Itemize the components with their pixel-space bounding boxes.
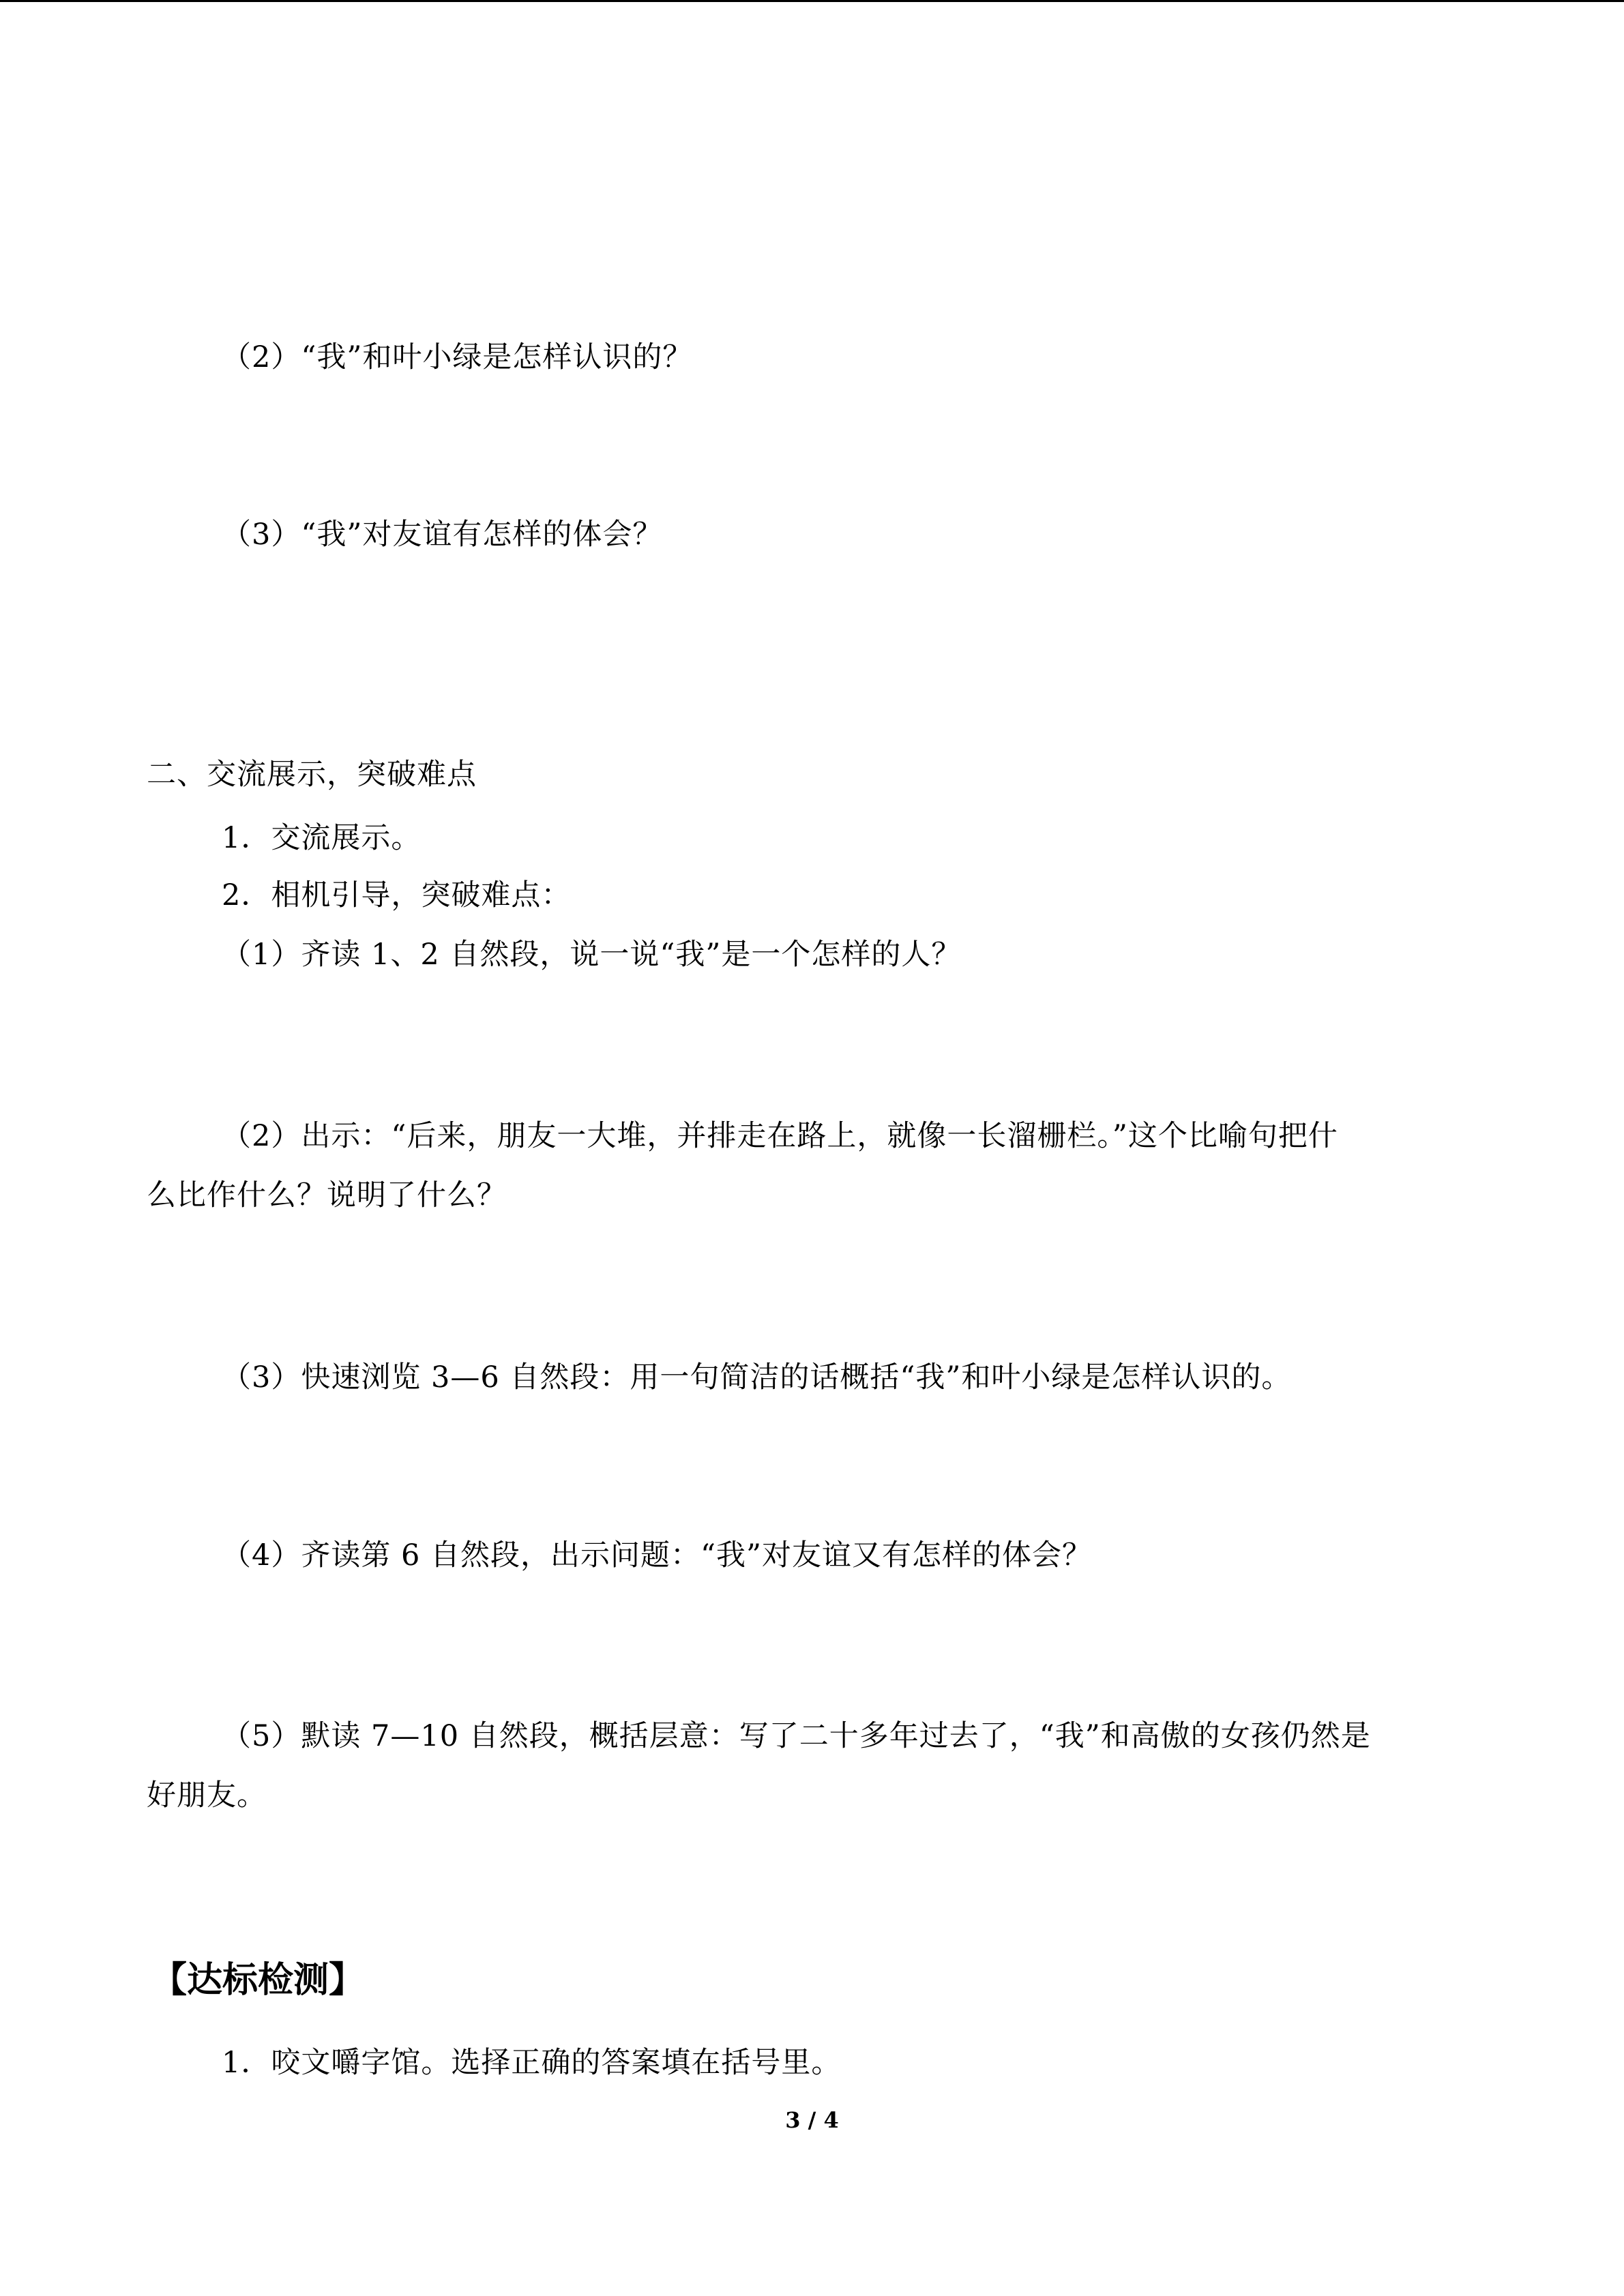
- sub-item-5-line-1: （5）默读 7—10 自然段，概括层意：写了二十多年过去了，“我”和高傲的女孩仍然是: [222, 1719, 1371, 1753]
- test-section-heading: 【达标检测】: [151, 1959, 365, 2001]
- sub-item-2-line-2: 么比作什么？说明了什么？: [147, 1178, 507, 1212]
- sub-item-3: （3）快速浏览 3—6 自然段：用一句简洁的话概括“我”和叶小绿是怎样认识的。: [222, 1360, 1292, 1395]
- sub-item-1: （1）齐读 1、2 自然段，说一说“我”是一个怎样的人？: [222, 938, 962, 972]
- page-number: 3 / 4: [785, 2107, 839, 2133]
- top-border-line: [0, 0, 1624, 2]
- test-item-1: 1．咬文嚼字馆。选择正确的答案填在括号里。: [222, 2046, 842, 2080]
- sub-item-2-line-1: （2）出示：“后来，朋友一大堆，并排走在路上，就像一长溜栅栏。”这个比喻句把什: [222, 1119, 1338, 1153]
- section-2-title: 二、交流展示，突破难点: [147, 758, 477, 792]
- list-item-1: 1．交流展示。: [222, 821, 422, 855]
- sub-item-5-line-2: 好朋友。: [147, 1778, 267, 1813]
- sub-item-4: （4）齐读第 6 自然段，出示问题：“我”对友谊又有怎样的体会？: [222, 1538, 1093, 1572]
- list-item-2: 2．相机引导，突破难点：: [222, 878, 572, 912]
- question-3: （3）“我”对友谊有怎样的体会？: [222, 518, 663, 552]
- question-2: （2）“我”和叶小绿是怎样认识的？: [222, 340, 693, 374]
